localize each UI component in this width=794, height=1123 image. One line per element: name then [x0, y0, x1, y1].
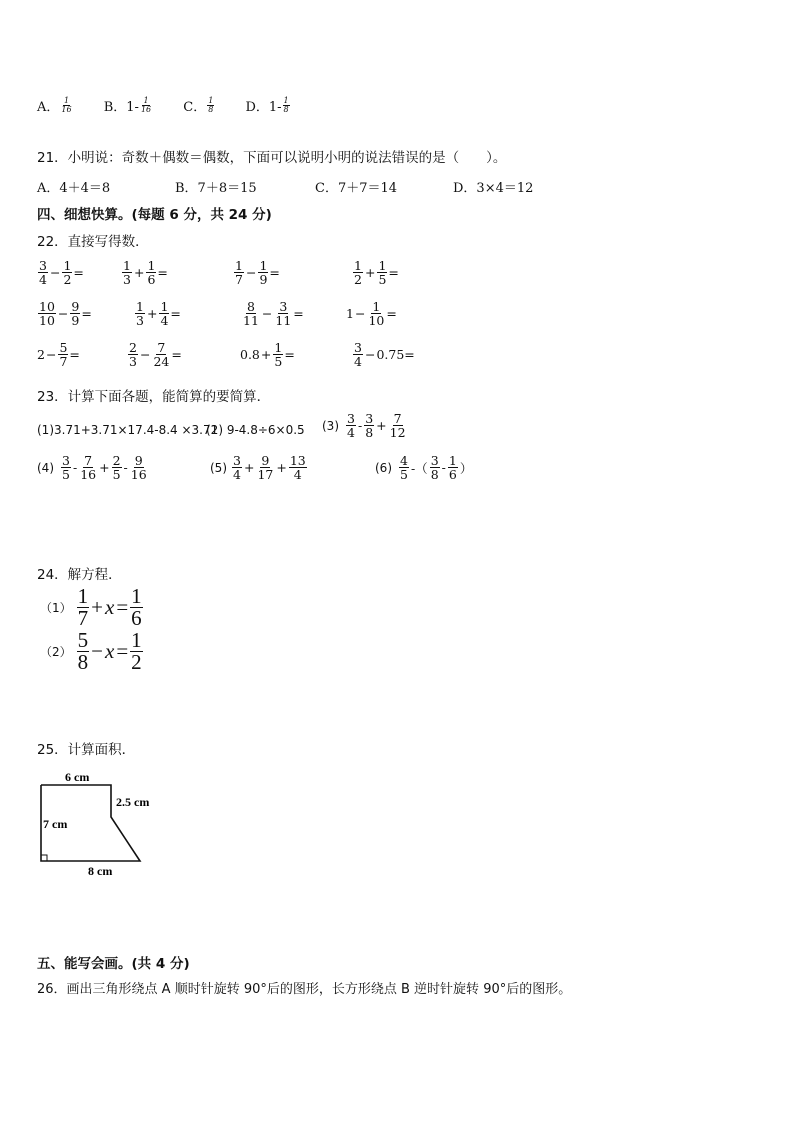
- fraction: [258, 259, 268, 286]
- denominator: 4: [354, 354, 362, 370]
- label-slant: 2.5 cm: [116, 795, 150, 809]
- fraction: [364, 412, 374, 439]
- fraction: [367, 300, 385, 327]
- expression: [60, 454, 149, 481]
- denominator: 7: [59, 354, 68, 370]
- fraction: [122, 259, 132, 286]
- numerator: 10: [39, 299, 55, 314]
- number: 1: [346, 306, 354, 322]
- denominator: 9: [71, 313, 80, 329]
- fraction: [38, 259, 48, 286]
- fraction: [140, 97, 152, 115]
- q22-item: [37, 300, 92, 327]
- denominator: 6: [131, 606, 142, 630]
- numerator: 1: [378, 258, 387, 273]
- part-label: (4): [37, 460, 54, 475]
- fraction: [61, 454, 71, 481]
- fraction: [79, 454, 97, 481]
- part-label: (3): [322, 418, 339, 433]
- equals-sign: =: [171, 347, 182, 363]
- equals-sign: =: [157, 265, 168, 281]
- operator: +: [133, 265, 145, 281]
- fraction: [135, 300, 145, 327]
- fraction: [130, 454, 148, 481]
- denominator: 10: [39, 313, 55, 329]
- q22-item: [352, 259, 399, 286]
- numerator: 7: [393, 411, 402, 426]
- numerator: 5: [77, 628, 89, 652]
- fraction: [77, 630, 90, 673]
- q21-option-d[interactable]: D．3×4＝12: [453, 181, 534, 196]
- operator: -: [123, 460, 128, 476]
- fraction: [130, 630, 143, 673]
- numerator: 1: [283, 95, 289, 105]
- part-label: (6): [375, 460, 392, 475]
- denominator: 4: [347, 425, 355, 441]
- numerator: 9: [261, 453, 270, 468]
- fraction: [38, 300, 56, 327]
- q23-part-4: [37, 454, 149, 481]
- fraction: [70, 300, 80, 327]
- fraction: [346, 412, 356, 439]
- fraction: [389, 412, 407, 439]
- equation: [76, 630, 144, 673]
- numerator: 2: [112, 453, 121, 468]
- denominator: 16: [80, 467, 97, 483]
- equals-sign: =: [293, 306, 304, 322]
- denominator: 8: [283, 105, 289, 114]
- equals-sign: =: [388, 265, 399, 281]
- numerator: 7: [157, 340, 166, 355]
- numerator: 9: [134, 453, 143, 468]
- part-label: （1）: [40, 601, 72, 615]
- fraction: [399, 454, 409, 481]
- operator: −: [139, 347, 151, 363]
- operator: -: [357, 418, 363, 434]
- numerator: 3: [62, 453, 70, 468]
- numerator: 3: [347, 411, 355, 426]
- denominator: 5: [112, 467, 121, 483]
- part-label: (5): [210, 460, 227, 475]
- q20-option-a[interactable]: [37, 96, 74, 115]
- denominator: 16: [61, 105, 72, 114]
- variable: x: [104, 639, 115, 663]
- fraction: [283, 97, 290, 115]
- q24-equation-2: [40, 630, 144, 673]
- label-left: 7 cm: [43, 817, 68, 831]
- expression: [398, 454, 473, 481]
- operator: −: [49, 265, 61, 281]
- equation: [76, 586, 144, 629]
- operator: +: [260, 347, 272, 363]
- equals-sign: =: [404, 347, 415, 363]
- operator: +: [376, 418, 387, 434]
- fraction: [430, 454, 440, 481]
- q22-item: [127, 341, 182, 368]
- q22-item: [134, 300, 181, 327]
- q24-equation-1: [40, 586, 144, 629]
- denominator: 2: [131, 650, 142, 674]
- q22-item: [233, 259, 280, 286]
- denominator: 8: [365, 425, 374, 441]
- operator: +: [99, 460, 110, 476]
- operator: +: [364, 265, 376, 281]
- numerator: 1: [372, 299, 381, 314]
- fraction: [60, 97, 72, 115]
- option-letter: D．1-: [245, 100, 282, 115]
- numerator: 5: [59, 340, 68, 355]
- q23-part-5: [210, 454, 308, 481]
- denominator: 5: [274, 354, 283, 370]
- denominator: 9: [259, 272, 268, 288]
- numerator: 1: [208, 95, 214, 105]
- q22-item: [241, 300, 304, 327]
- denominator: 11: [275, 313, 292, 329]
- number: 0.75: [376, 347, 405, 363]
- fraction: [62, 259, 72, 286]
- option-letter: A．: [37, 100, 60, 115]
- q22-item: [37, 341, 80, 368]
- operator: −: [245, 265, 257, 281]
- numerator: 1: [63, 95, 70, 105]
- equals-sign: =: [170, 306, 181, 322]
- equals-sign: =: [284, 347, 295, 363]
- fraction: [207, 97, 214, 115]
- operator: =: [116, 595, 129, 619]
- option-letter: B．1-: [103, 100, 139, 115]
- denominator: 4: [160, 313, 169, 329]
- numerator: 1: [131, 584, 142, 608]
- denominator: 4: [39, 272, 47, 288]
- numerator: 1: [147, 258, 156, 273]
- expression: [231, 454, 308, 481]
- q20-options-row: [37, 96, 291, 115]
- operator: −: [354, 306, 366, 322]
- label-top: 6 cm: [65, 770, 90, 784]
- q26-stem: 26．画出三角形绕点 A 顺时针旋转 90°后的图形，长方形绕点 B 逆时针旋转 90°后的图形。: [37, 982, 572, 997]
- fraction: [353, 341, 363, 368]
- q20-option-b[interactable]: [104, 96, 153, 115]
- numerator: 1: [235, 258, 243, 273]
- denominator: 16: [140, 105, 152, 114]
- numerator: 3: [279, 299, 288, 314]
- fraction: [448, 454, 458, 481]
- denominator: 4: [293, 467, 302, 483]
- operator: +: [91, 595, 103, 619]
- right-angle-mark: [41, 855, 47, 861]
- operator: +: [276, 460, 287, 476]
- fraction: [232, 454, 242, 481]
- denominator: 24: [153, 354, 170, 370]
- q22-item: [346, 300, 397, 327]
- denominator: 8: [208, 105, 214, 114]
- denominator: 17: [257, 467, 274, 483]
- denominator: 3: [123, 272, 131, 288]
- denominator: 12: [389, 425, 406, 441]
- denominator: 16: [130, 467, 147, 483]
- numerator: 1: [274, 340, 283, 355]
- q23-part-1: (1)3.71+3.71×17.4-8.4 ×3.71: [37, 423, 219, 437]
- q25-stem: 25．计算面积．: [37, 742, 136, 758]
- denominator: 4: [233, 467, 241, 483]
- equals-sign: =: [73, 265, 84, 281]
- operator: -: [72, 460, 78, 476]
- q23-stem: 23．计算下面各题，能简算的要简算．: [37, 389, 271, 405]
- numerator: 1: [354, 258, 362, 273]
- denominator: 5: [62, 467, 70, 483]
- fraction: [112, 454, 122, 481]
- operator: -（: [410, 460, 428, 476]
- variable: x: [104, 595, 115, 619]
- part-label: （2）: [40, 645, 72, 659]
- denominator: 11: [243, 313, 259, 329]
- fraction: [353, 259, 363, 286]
- q22-item: [240, 341, 295, 368]
- q22-item: [352, 341, 415, 368]
- fraction: [128, 341, 138, 368]
- denominator: 2: [354, 272, 362, 288]
- numerator: 7: [84, 453, 93, 468]
- denominator: 5: [378, 272, 387, 288]
- numerator: 2: [129, 340, 137, 355]
- number: 0.8: [240, 347, 260, 363]
- fraction: [242, 300, 260, 327]
- operator: −: [261, 306, 273, 322]
- denominator: 3: [136, 313, 144, 329]
- numerator: 1: [448, 453, 457, 468]
- numerator: 4: [400, 453, 408, 468]
- operator: +: [243, 460, 255, 476]
- numerator: 8: [246, 299, 255, 314]
- q24-stem: 24．解方程．: [37, 567, 122, 583]
- q23-part-6: [375, 454, 473, 481]
- denominator: 10: [368, 313, 385, 329]
- denominator: 2: [63, 272, 72, 288]
- numerator: 1: [123, 258, 131, 273]
- operator: −: [45, 347, 57, 363]
- numerator: 13: [289, 453, 306, 468]
- fraction: [234, 259, 244, 286]
- equals-sign: =: [386, 306, 397, 322]
- q21-option-a[interactable]: A．4＋4＝8: [37, 181, 111, 196]
- operator: +: [146, 306, 158, 322]
- numerator: 9: [71, 299, 80, 314]
- numerator: 1: [259, 258, 268, 273]
- fraction: [152, 341, 170, 368]
- section-4-title: 四、细想快算。(每题 6 分，共 24 分): [37, 207, 272, 223]
- operator: ）: [459, 460, 473, 476]
- fraction: [77, 586, 90, 629]
- numerator: 1: [77, 584, 89, 608]
- fraction: [274, 300, 292, 327]
- q22-item: [121, 259, 168, 286]
- numerator: 1: [63, 258, 72, 273]
- denominator: 8: [430, 467, 439, 483]
- fraction: [146, 259, 156, 286]
- q20-option-c[interactable]: [183, 96, 215, 115]
- q21-stem: 21．小明说：奇数＋偶数＝偶数，下面可以说明小明的说法错误的是（ ）。: [37, 150, 507, 166]
- denominator: 6: [448, 467, 457, 483]
- numerator: 1: [160, 299, 169, 314]
- numerator: 1: [136, 299, 144, 314]
- fraction: [289, 454, 307, 481]
- fraction: [273, 341, 283, 368]
- operator: -: [441, 460, 446, 476]
- operator: −: [364, 347, 376, 363]
- denominator: 7: [77, 606, 89, 630]
- operator: −: [91, 639, 103, 663]
- denominator: 5: [400, 467, 408, 483]
- numerator: 3: [365, 411, 374, 426]
- numerator: 3: [39, 258, 47, 273]
- number: 2: [37, 347, 45, 363]
- operator: −: [57, 306, 69, 322]
- label-bottom: 8 cm: [88, 864, 113, 878]
- numerator: 3: [430, 453, 439, 468]
- expression: [345, 412, 408, 439]
- fraction: [256, 454, 274, 481]
- trapezoid-figure: [30, 765, 170, 880]
- numerator: 3: [354, 340, 362, 355]
- denominator: 7: [235, 272, 243, 288]
- numerator: 3: [233, 453, 241, 468]
- fraction: [130, 586, 143, 629]
- numerator: 1: [131, 628, 142, 652]
- q22-item: [37, 259, 84, 286]
- fraction: [159, 300, 169, 327]
- section-5-title: 五、能写会画。(共 4 分): [37, 956, 190, 972]
- q23-part-3: [322, 412, 408, 439]
- fraction: [58, 341, 68, 368]
- denominator: 6: [147, 272, 156, 288]
- denominator: 3: [129, 354, 137, 370]
- option-letter: C．: [183, 100, 207, 115]
- fraction: [377, 259, 387, 286]
- numerator: 1: [143, 95, 149, 105]
- q20-option-d[interactable]: [245, 96, 290, 115]
- equals-sign: =: [269, 265, 280, 281]
- operator: =: [116, 639, 129, 663]
- denominator: 8: [77, 650, 89, 674]
- q22-stem: 22．直接写得数．: [37, 234, 149, 250]
- equals-sign: =: [81, 306, 92, 322]
- q23-part-2: (2) 9-4.8÷6×0.5: [206, 423, 305, 437]
- q21-option-b[interactable]: B．7＋8＝15: [175, 181, 257, 196]
- q21-option-c[interactable]: C．7＋7＝14: [315, 181, 398, 196]
- equals-sign: =: [69, 347, 80, 363]
